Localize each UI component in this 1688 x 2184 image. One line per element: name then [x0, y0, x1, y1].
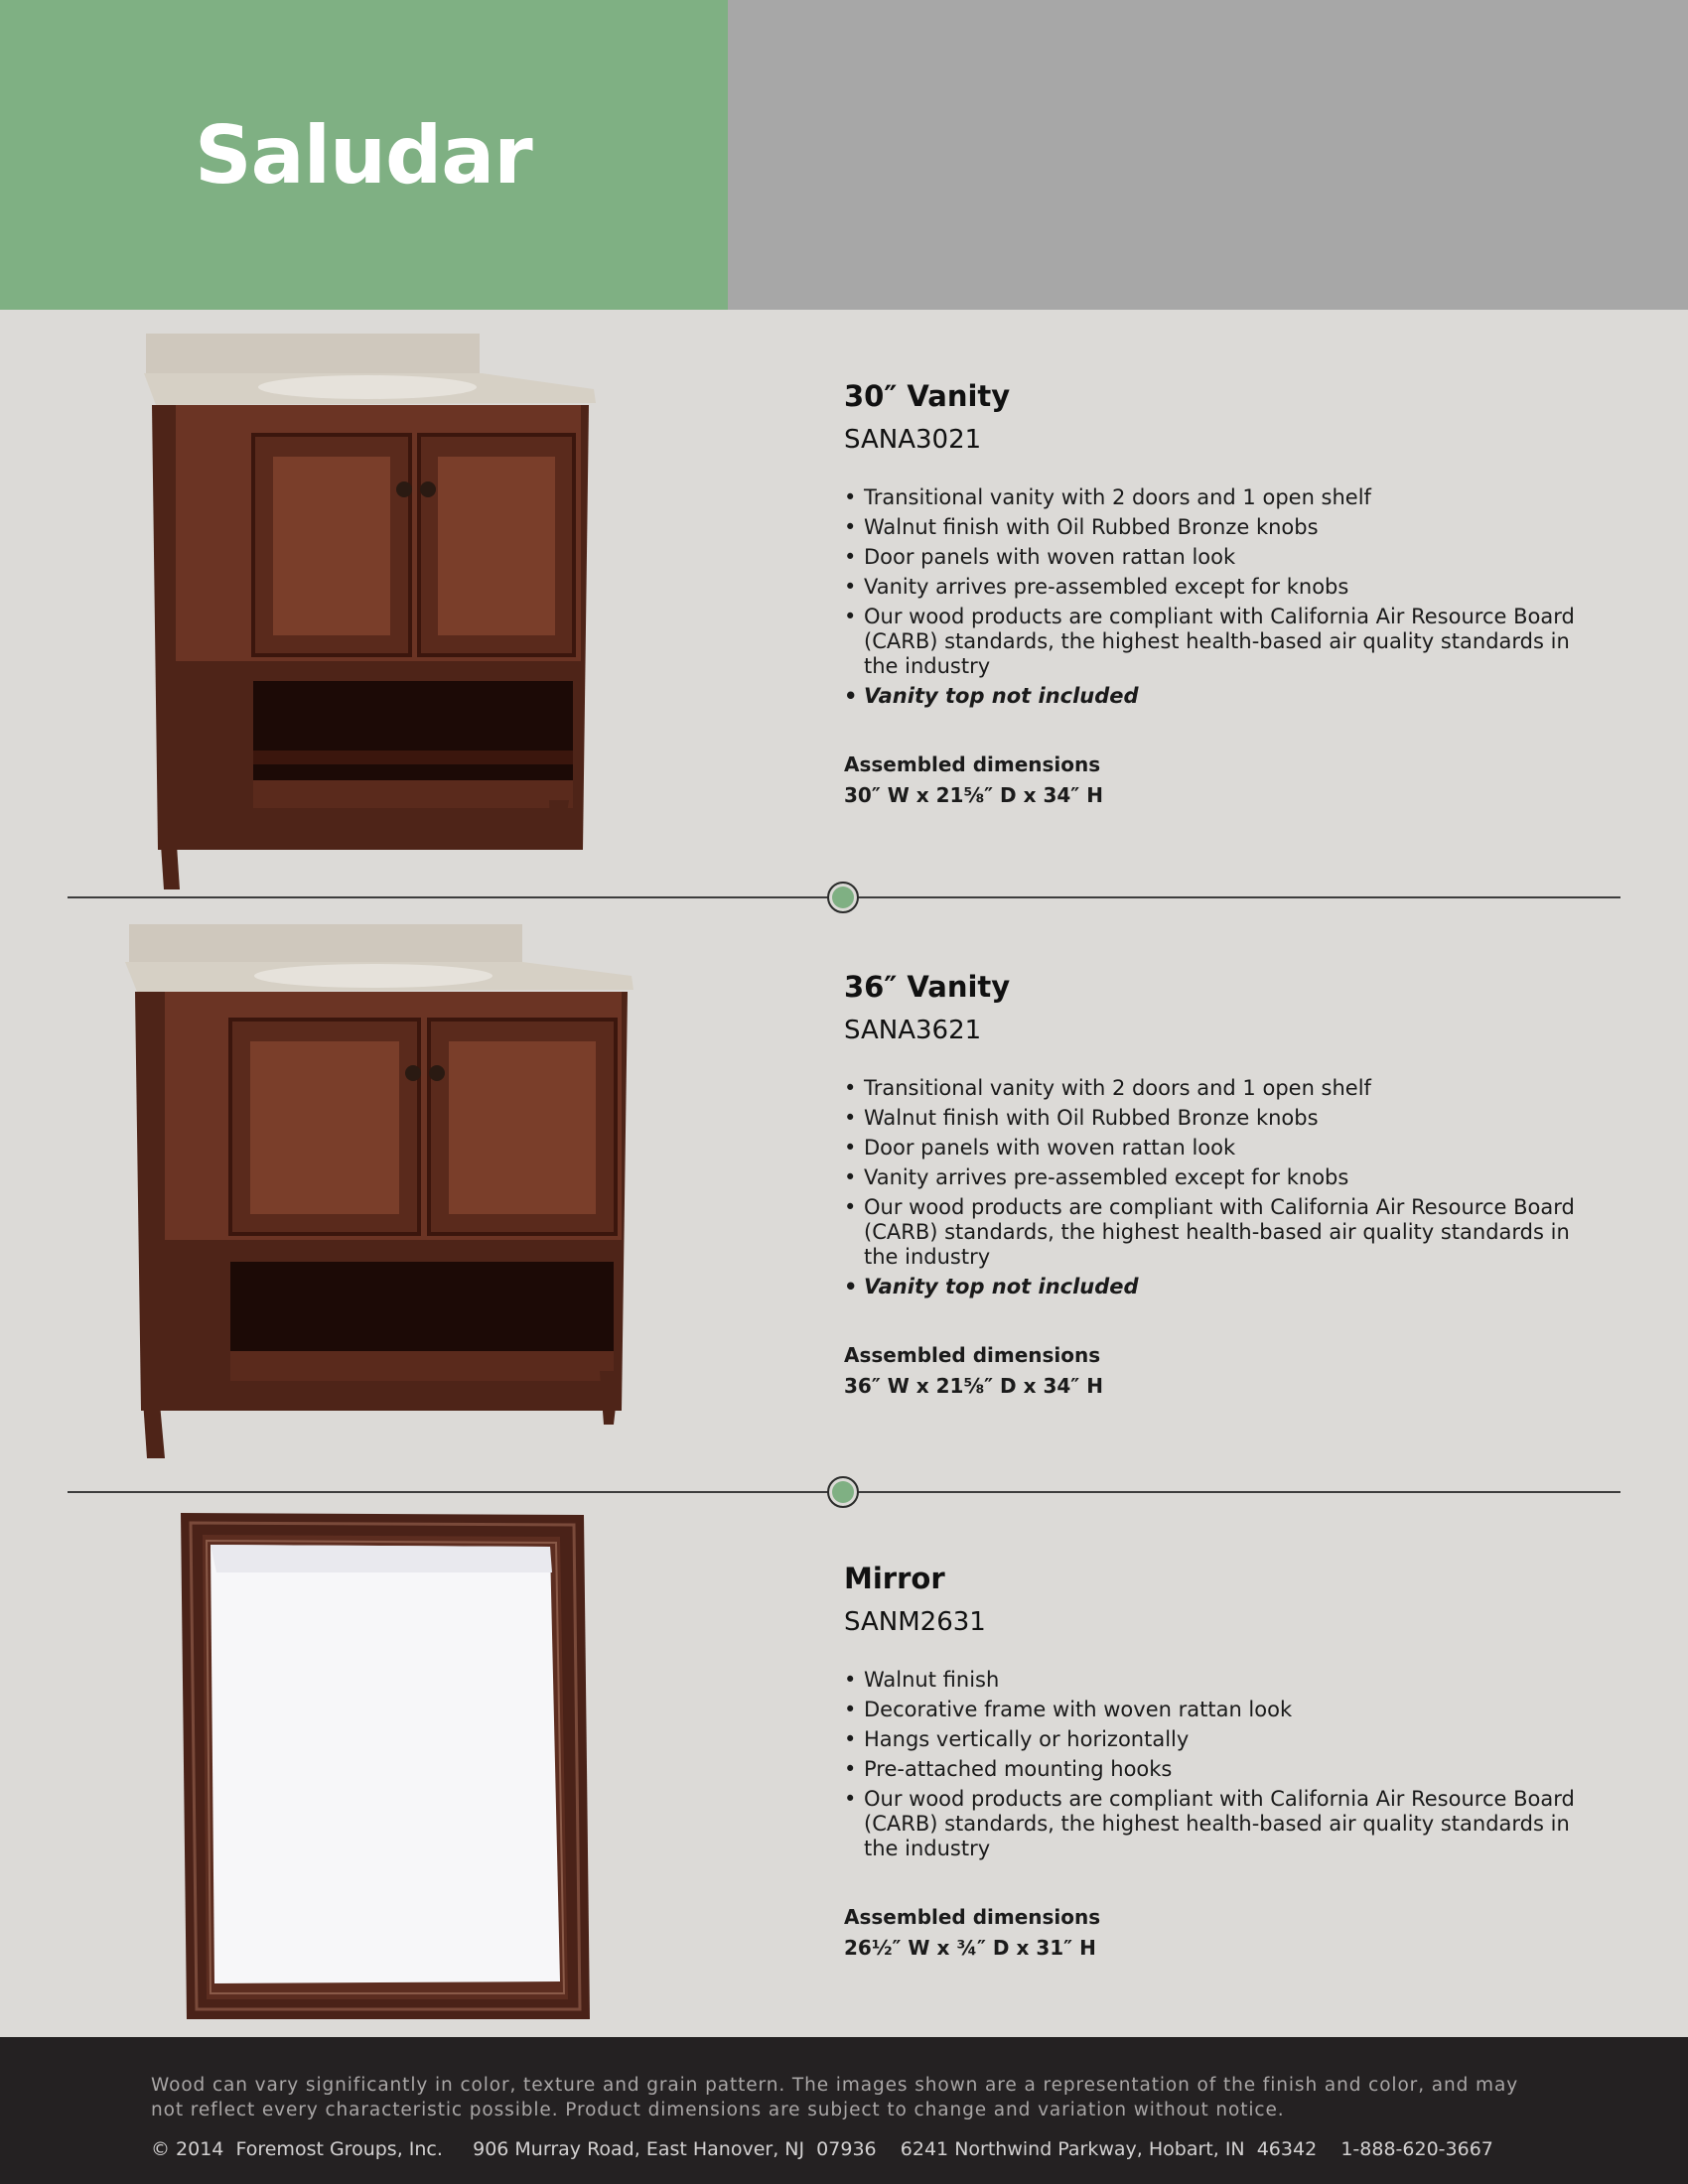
footer-address-nj: 906 Murray Road, East Hanover, NJ 07936 — [473, 2138, 877, 2160]
feature-item: • Pre-attached mounting hooks — [844, 1757, 1599, 1782]
feature-item: • Vanity arrives pre-assembled except for knobs — [844, 1165, 1599, 1190]
footer-copyright: © 2014 Foremost Groups, Inc. — [151, 2138, 443, 2160]
feature-item: • Hangs vertically or horizontally — [844, 1727, 1599, 1752]
feature-list — [844, 1076, 1599, 1299]
feature-item: • Walnut finish — [844, 1668, 1599, 1693]
product-title: 36″ Vanity — [844, 970, 1011, 1004]
page-header — [0, 0, 1688, 310]
feature-item: • Walnut finish with Oil Rubbed Bronze knobs — [844, 515, 1599, 540]
dimensions-label: Assembled dimensions — [844, 1905, 1101, 1929]
feature-item-note: • Vanity top not included — [844, 684, 1599, 709]
feature-list — [844, 1668, 1599, 1861]
feature-item: • Door panels with woven rattan look — [844, 1136, 1599, 1160]
dimensions-label: Assembled dimensions — [844, 1343, 1101, 1367]
product-title: 30″ Vanity — [844, 379, 1011, 413]
feature-item: • Vanity arrives pre-assembled except for knobs — [844, 575, 1599, 600]
dimensions-value: 26½″ W x ¾″ D x 31″ H — [844, 1936, 1096, 1960]
feature-item: • Our wood products are compliant with California Air Resource Board (CARB) standards, the highest health-based air quality standards in the industry — [844, 605, 1599, 679]
product-sku: SANA3021 — [844, 425, 982, 455]
vanity-30-info — [844, 376, 1599, 809]
feature-list — [844, 485, 1599, 709]
vanity-36-image — [125, 924, 635, 1458]
feature-item: • Walnut finish with Oil Rubbed Bronze knobs — [844, 1106, 1599, 1131]
feature-item: • Door panels with woven rattan look — [844, 545, 1599, 570]
product-sku: SANA3621 — [844, 1016, 982, 1045]
vanity-36-info — [844, 967, 1599, 1400]
feature-item: • Decorative frame with woven rattan look — [844, 1698, 1599, 1722]
product-sku: SANM2631 — [844, 1607, 986, 1637]
dimensions-label: Assembled dimensions — [844, 752, 1101, 776]
product-mirror — [0, 1493, 1688, 2037]
mirror-image — [177, 1513, 594, 2019]
footer-disclaimer: Wood can vary significantly in color, texture and grain pattern. The images shown are a representation of the finish and color, and may not reflect every characteristic possible. Product dimensions are subject to change and variation without notice. — [151, 2075, 1519, 2120]
footer-contact — [151, 2136, 1493, 2162]
footer-address-in: 6241 Northwind Parkway, Hobart, IN 46342 — [900, 2138, 1318, 2160]
dimensions-value: 36″ W x 21⅝″ D x 34″ H — [844, 1374, 1103, 1398]
feature-item: • Our wood products are compliant with California Air Resource Board (CARB) standards, the highest health-based air quality standards in the industry — [844, 1195, 1599, 1270]
product-vanity-36 — [0, 898, 1688, 1489]
footer-phone: 1-888-620-3667 — [1340, 2138, 1493, 2160]
vanity-30-image — [144, 334, 601, 889]
product-vanity-30 — [0, 310, 1688, 895]
mirror-info — [844, 1559, 1599, 1962]
header-green-panel — [0, 0, 728, 310]
feature-item: • Our wood products are compliant with California Air Resource Board (CARB) standards, the highest health-based air quality standards in the industry — [844, 1787, 1599, 1861]
header-gray-panel — [728, 0, 1688, 310]
brand-title: Saludar — [195, 109, 532, 202]
product-title: Mirror — [844, 1562, 945, 1595]
dimensions-value: 30″ W x 21⅝″ D x 34″ H — [844, 783, 1103, 807]
feature-item: • Transitional vanity with 2 doors and 1 open shelf — [844, 1076, 1599, 1101]
feature-item: • Transitional vanity with 2 doors and 1 open shelf — [844, 485, 1599, 510]
feature-item-note: • Vanity top not included — [844, 1275, 1599, 1299]
page-footer — [0, 2037, 1688, 2184]
